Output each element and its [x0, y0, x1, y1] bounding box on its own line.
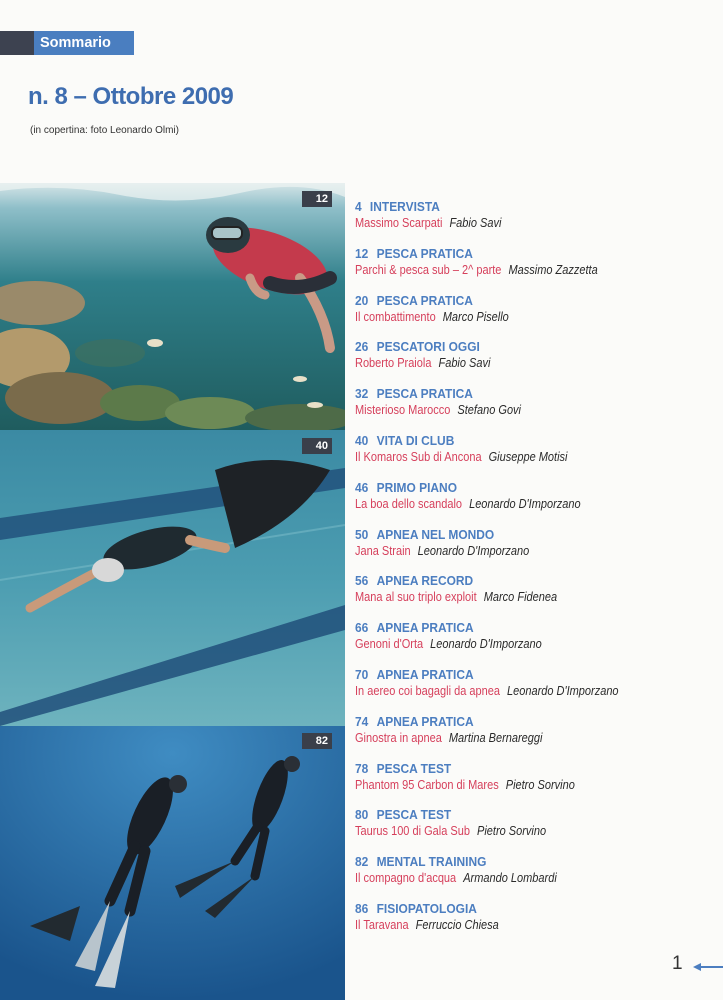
toc-section-name: PESCA PRATICA	[376, 386, 473, 402]
toc-entry[interactable]	[355, 527, 715, 574]
toc-article-title: Parchi & pesca sub – 2^ parte	[355, 262, 502, 277]
toc-section-name: APNEA RECORD	[376, 573, 474, 589]
toc-article	[355, 543, 672, 559]
toc-article-title: Massimo Scarpati	[355, 216, 443, 230]
toc-author: Leonardo D'Imporzano	[417, 543, 530, 558]
toc-entry[interactable]	[355, 714, 715, 761]
toc-section	[355, 667, 686, 683]
toc-section-name: PESCA PRATICA	[376, 245, 473, 261]
two-divers-photo	[0, 726, 345, 1000]
toc-article	[355, 823, 672, 839]
snorkeler-reef-illustration	[0, 183, 345, 430]
toc-page-number: 20	[355, 292, 369, 308]
toc-section	[355, 246, 686, 262]
toc-author: Marco Fidenea	[483, 590, 558, 605]
cover-credit: (in copertina: foto Leonardo Olmi)	[30, 125, 179, 136]
toc-article-title: Genoni d'Orta	[355, 637, 424, 652]
toc-article-title: La boa dello scandalo	[355, 496, 463, 511]
pool-freediver-illustration	[0, 430, 345, 726]
toc-page-number: 50	[355, 526, 369, 542]
toc-entry[interactable]	[355, 620, 715, 667]
toc-article	[355, 402, 672, 418]
toc-section-name: PESCATORI OGGI	[376, 339, 480, 355]
toc-page-number: 80	[355, 807, 369, 823]
toc-article	[355, 730, 672, 746]
toc-article-title: Roberto Praiola	[355, 356, 432, 371]
toc-entry[interactable]	[355, 386, 715, 433]
toc-section	[355, 199, 686, 215]
toc-article-title: In aereo coi bagagli da apnea	[355, 683, 500, 698]
toc-section	[355, 620, 686, 636]
toc-article	[355, 870, 672, 886]
toc-author: Fabio Savi	[438, 356, 491, 371]
toc-entry[interactable]	[355, 433, 715, 480]
toc-article	[355, 309, 672, 325]
toc-author: Armando Lombardi	[463, 871, 557, 886]
toc-article-title: Mana al suo triplo exploit	[355, 590, 477, 605]
toc-article-title: Misterioso Marocco	[355, 403, 451, 418]
toc-section-name: PRIMO PIANO	[376, 479, 458, 495]
toc-author: Leonardo D'Imporzano	[506, 683, 619, 698]
toc-section	[355, 293, 686, 309]
toc-section-name: APNEA NEL MONDO	[376, 526, 495, 542]
toc-article	[355, 262, 672, 278]
toc-page-number: 70	[355, 666, 369, 682]
issue-title: n. 8 – Ottobre 2009	[28, 83, 234, 110]
toc-article	[355, 636, 672, 652]
toc-page-number: 66	[355, 620, 369, 636]
toc-page-number: 4	[355, 199, 362, 214]
toc-section	[355, 854, 686, 870]
toc-entry[interactable]	[355, 293, 715, 340]
toc-section-name: MENTAL TRAINING	[376, 854, 487, 870]
toc-article	[355, 355, 672, 371]
toc-section-name: APNEA PRATICA	[376, 713, 474, 729]
toc-author: Fabio Savi	[449, 216, 502, 230]
toc-author: Leonardo D'Imporzano	[430, 637, 542, 652]
page-number: 1	[672, 953, 683, 974]
toc-page-number: 56	[355, 573, 369, 589]
toc-section	[355, 480, 686, 496]
two-divers-illustration	[0, 726, 345, 1000]
toc-article	[355, 496, 672, 512]
toc-entry[interactable]	[355, 807, 715, 854]
toc-entry[interactable]	[355, 761, 715, 808]
toc-section-name: APNEA PRATICA	[376, 620, 474, 636]
toc-entry[interactable]	[355, 667, 715, 714]
toc-entry[interactable]	[355, 901, 715, 948]
toc-author: Pietro Sorvino	[477, 824, 547, 839]
toc-page-number: 26	[355, 339, 369, 355]
toc-article-title: Jana Strain	[355, 543, 411, 558]
toc-section	[355, 386, 686, 402]
table-of-contents	[355, 199, 715, 948]
toc-section-name: FISIOPATOLOGIA	[376, 900, 477, 916]
toc-article-title: Ginostra in apnea	[355, 730, 442, 745]
photo-page-badge: 82	[302, 733, 332, 749]
toc-article	[355, 683, 672, 699]
toc-section	[355, 573, 686, 589]
toc-section-name: PESCA TEST	[376, 807, 452, 823]
toc-author: Marco Pisello	[442, 309, 509, 324]
toc-article-title: Phantom 95 Carbon di Mares	[355, 777, 499, 792]
toc-section	[355, 714, 686, 730]
toc-page-number: 46	[355, 479, 369, 495]
toc-section	[355, 901, 686, 917]
toc-section	[355, 433, 686, 449]
toc-page-number: 78	[355, 760, 369, 776]
toc-author: Leonardo D'Imporzano	[469, 496, 581, 511]
toc-entry[interactable]	[355, 854, 715, 901]
toc-page-number: 40	[355, 432, 369, 448]
toc-article	[355, 917, 672, 933]
toc-entry[interactable]	[355, 573, 715, 620]
toc-article-title: Il Komaros Sub di Ancona	[355, 449, 482, 464]
toc-author: Giuseppe Motisi	[488, 449, 568, 464]
toc-page-number: 74	[355, 713, 369, 729]
toc-page-number: 12	[355, 245, 369, 261]
toc-section	[355, 527, 686, 543]
toc-section-name: INTERVISTA	[369, 199, 440, 214]
toc-section-name: VITA DI CLUB	[376, 432, 455, 448]
toc-article-title: Taurus 100 di Gala Sub	[355, 824, 470, 839]
pool-freediver-photo	[0, 430, 345, 726]
toc-article-title: Il compagno d'acqua	[355, 871, 457, 886]
toc-article-title: Il combattimento	[355, 309, 436, 324]
toc-author: Stefano Govi	[457, 403, 522, 418]
toc-author: Martina Bernareggi	[448, 730, 543, 745]
toc-section	[355, 807, 686, 823]
toc-article	[355, 777, 672, 793]
photo-page-badge: 40	[302, 438, 332, 454]
header-stripe	[0, 31, 36, 55]
toc-entry[interactable]	[355, 339, 715, 386]
photo-page-badge: 12	[302, 191, 332, 207]
toc-page-number: 86	[355, 900, 369, 916]
toc-article-title: Il Taravana	[355, 917, 409, 932]
toc-section-name: PESCA TEST	[376, 760, 452, 776]
toc-article	[355, 449, 672, 465]
section-label: Sommario	[34, 31, 134, 55]
toc-section	[355, 339, 686, 355]
toc-entry[interactable]	[355, 199, 715, 246]
toc-section	[355, 761, 686, 777]
toc-article	[355, 589, 672, 605]
toc-author: Ferruccio Chiesa	[415, 917, 499, 932]
toc-article	[355, 215, 672, 231]
toc-author: Pietro Sorvino	[505, 777, 575, 792]
toc-page-number: 32	[355, 386, 369, 402]
toc-entry[interactable]	[355, 480, 715, 527]
snorkeler-reef-photo	[0, 183, 345, 430]
toc-section-name: PESCA PRATICA	[376, 292, 473, 308]
arrow-left-icon	[693, 962, 723, 972]
toc-page-number: 82	[355, 854, 369, 870]
toc-author: Massimo Zazzetta	[508, 262, 598, 277]
toc-section-name: APNEA PRATICA	[376, 666, 474, 682]
toc-entry[interactable]	[355, 246, 715, 293]
